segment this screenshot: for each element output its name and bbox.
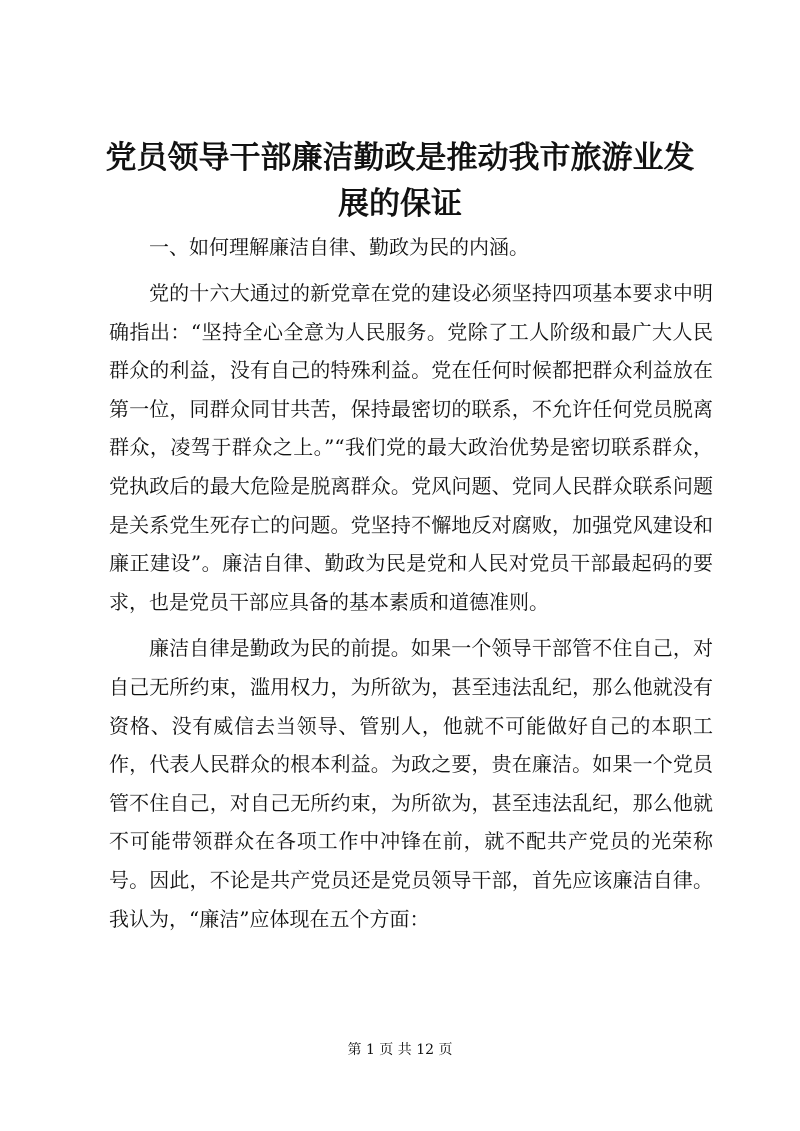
body-paragraph-1: 党的十六大通过的新党章在党的建设必须坚持四项基本要求中明确指出：“坚持全心全意为人民服务。党除了工人阶级和最广大人民群众的利益，没有自己的特殊利益。党在任何时候都把群众利益放在第一位，同群众同甘共苦，保持最密切的联系，不允许任何党员脱离群众，凌驾于群众之上。”“我们党的最大政治优势是密切联系群众，党执政后的最大危险是脱离群众。党风问题、党同人民群众联系问题是关系党生死存亡的问题。党坚持不懈地反对腐败，加强党风建设和廉正建设”。廉洁自律、勤政为民是党和人民对党员干部最起码的要求，也是党员干部应具备的基本素质和道德准则。 <box>109 281 713 614</box>
document-body <box>109 230 713 946</box>
body-paragraph-2: 廉洁自律是勤政为民的前提。如果一个领导干部管不住自己，对自己无所约束，滥用权力，为所欲为，甚至违法乱纪，那么他就没有资格、没有威信去当领导、管别人，他就不可能做好自己的本职工作，代表人民群众的根本利益。为政之要，贵在廉洁。如果一个党员管不住自己，对自己无所约束，为所欲为，甚至违法乱纪，那么他就不可能带领群众在各项工作中冲锋在前，就不配共产党员的光荣称号。因此，不论是共产党员还是党员领导干部，首先应该廉洁自律。我认为，“廉洁”应体现在五个方面： <box>109 636 713 931</box>
document-title: 党员领导干部廉洁勤政是推动我市旅游业发展的保证 <box>105 140 695 222</box>
page-footer: 第 1 页 共 12 页 <box>347 1042 453 1058</box>
section-heading: 一、如何理解廉洁自律、勤政为民的内涵。 <box>149 235 529 259</box>
